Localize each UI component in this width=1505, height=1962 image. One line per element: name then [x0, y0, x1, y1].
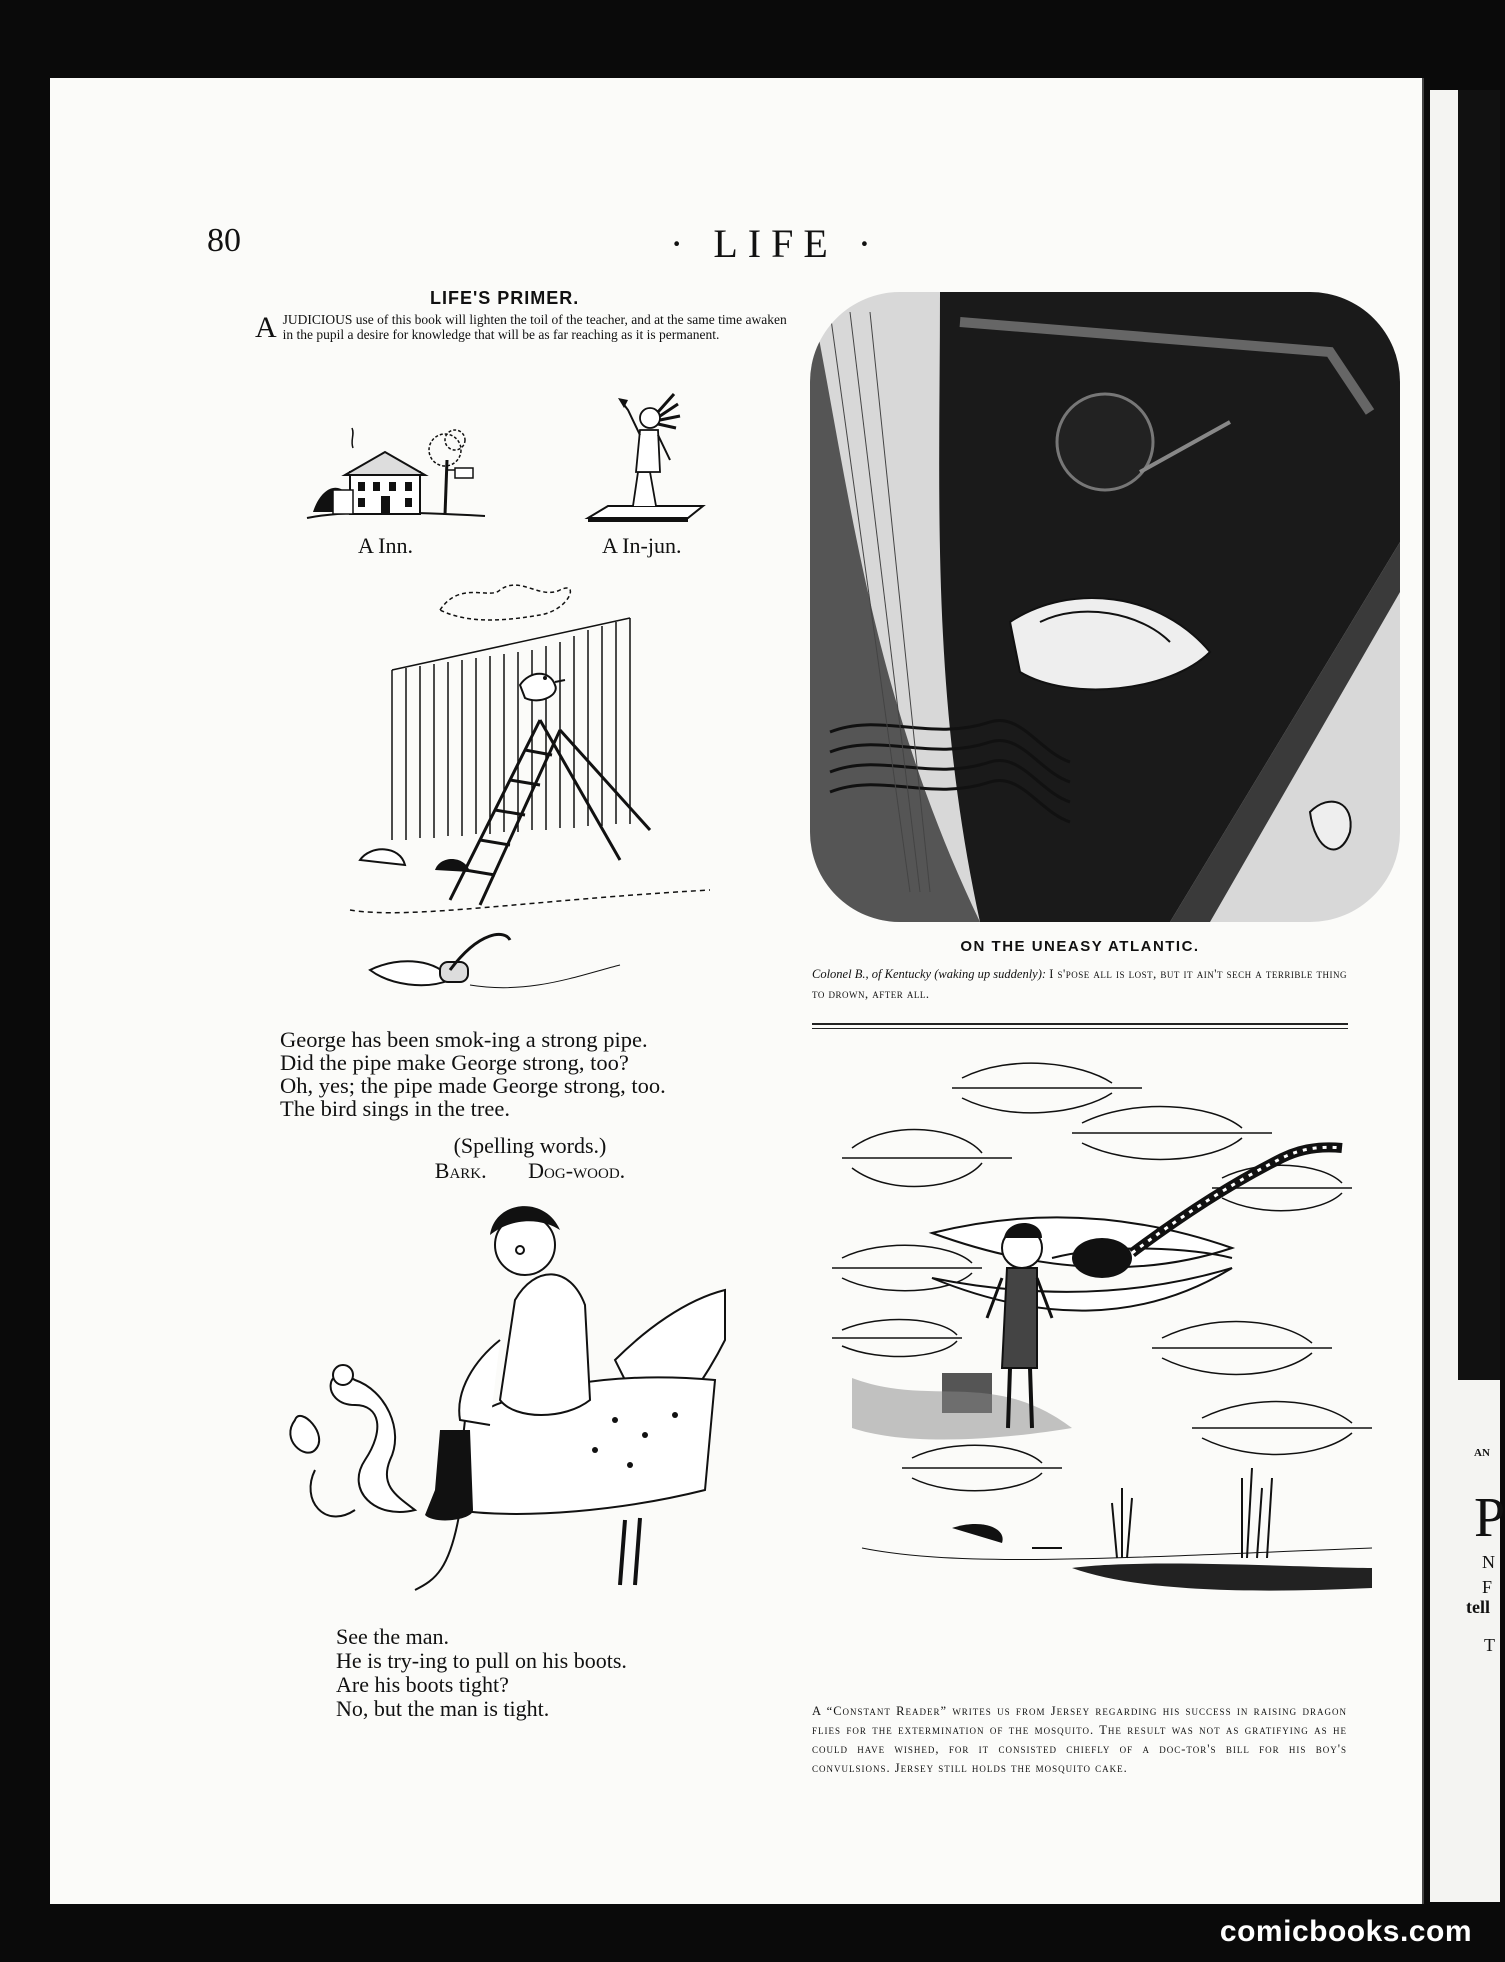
- dragonfly-illustration: [812, 1048, 1387, 1683]
- spelling-heading: (Spelling words.): [453, 1133, 607, 1158]
- george-line-4: The bird sings in the tree.: [280, 1096, 510, 1121]
- inn-illustration: [305, 420, 490, 525]
- adjacent-page-fragment: [1430, 90, 1505, 1902]
- george-line-1: George has been smok-ing a strong pipe.: [280, 1027, 648, 1052]
- boots-verse: [336, 1625, 627, 1721]
- watermark: comicbooks.com: [1219, 1915, 1472, 1948]
- boots-line-3: Are his boots tight?: [336, 1672, 509, 1697]
- george-verse: [280, 1028, 666, 1120]
- primer-title: LIFE'S PRIMER.: [430, 288, 580, 308]
- caption-injun: A In-jun.: [602, 533, 682, 558]
- boots-line-1: See the man.: [336, 1624, 450, 1649]
- primer-intro-text: JUDICIOUS use of this book will lighten the toil of the teacher, and at the same time awaken in the pupil a desire for knowledge that will be as far reaching as it is permanent.: [282, 312, 787, 342]
- fragment-p: P: [1474, 1487, 1505, 1549]
- section-rule-top: [812, 1023, 1348, 1025]
- george-pipe-illustration: [330, 570, 740, 1010]
- spelling-word-2: Dog-wood.: [528, 1158, 626, 1183]
- atlantic-caption: [812, 964, 1347, 1004]
- primer-dropcap: A: [255, 311, 277, 344]
- spelling-words: [400, 1158, 660, 1183]
- uneasy-atlantic-illustration: [810, 292, 1400, 922]
- masthead-title: · LIFE ·: [670, 221, 882, 266]
- primer-intro: [255, 312, 790, 342]
- fragment-an: AN: [1474, 1447, 1490, 1459]
- fragment-n: N: [1482, 1552, 1495, 1572]
- atlantic-heading: ON THE UNEASY ATLANTIC.: [960, 938, 1200, 955]
- spelling-block: [400, 1133, 660, 1183]
- dragonfly-caption: A “Constant Reader” writes us from Jersey regarding his success in raising dragon flies for the extermination of the mosquito. The result was not as gratifying as he could have wished, for it consisted chiefly of a doc-tor's bill for his boy's convulsions. Jersey still holds the mosquito cake.: [812, 1704, 1347, 1775]
- george-line-3: Oh, yes; the pipe made George strong, too.: [280, 1073, 666, 1098]
- boots-line-4: No, but the man is tight.: [336, 1696, 550, 1721]
- page-number: 80: [207, 222, 241, 259]
- george-line-2: Did the pipe make George strong, too?: [280, 1050, 629, 1075]
- spelling-word-1: Bark.: [434, 1158, 487, 1183]
- fragment-tell: tell: [1466, 1597, 1490, 1617]
- section-rule-bottom: [812, 1028, 1348, 1029]
- fragment-t: T: [1484, 1635, 1495, 1655]
- atlantic-speaker: Colonel B., of Kentucky (waking up suddenly):: [812, 967, 1047, 981]
- caption-inn: A Inn.: [358, 533, 413, 558]
- adjacent-page-illustration-strip: [1458, 90, 1500, 1380]
- fragment-f: F: [1482, 1577, 1493, 1597]
- atlantic-quote: I s'pose all is lost, but it ain't sech a terrible thing to drown, after all.: [812, 967, 1347, 1001]
- boots-line-2: He is try-ing to pull on his boots.: [336, 1648, 627, 1673]
- injun-illustration: [578, 380, 718, 525]
- man-boots-illustration: [285, 1190, 745, 1590]
